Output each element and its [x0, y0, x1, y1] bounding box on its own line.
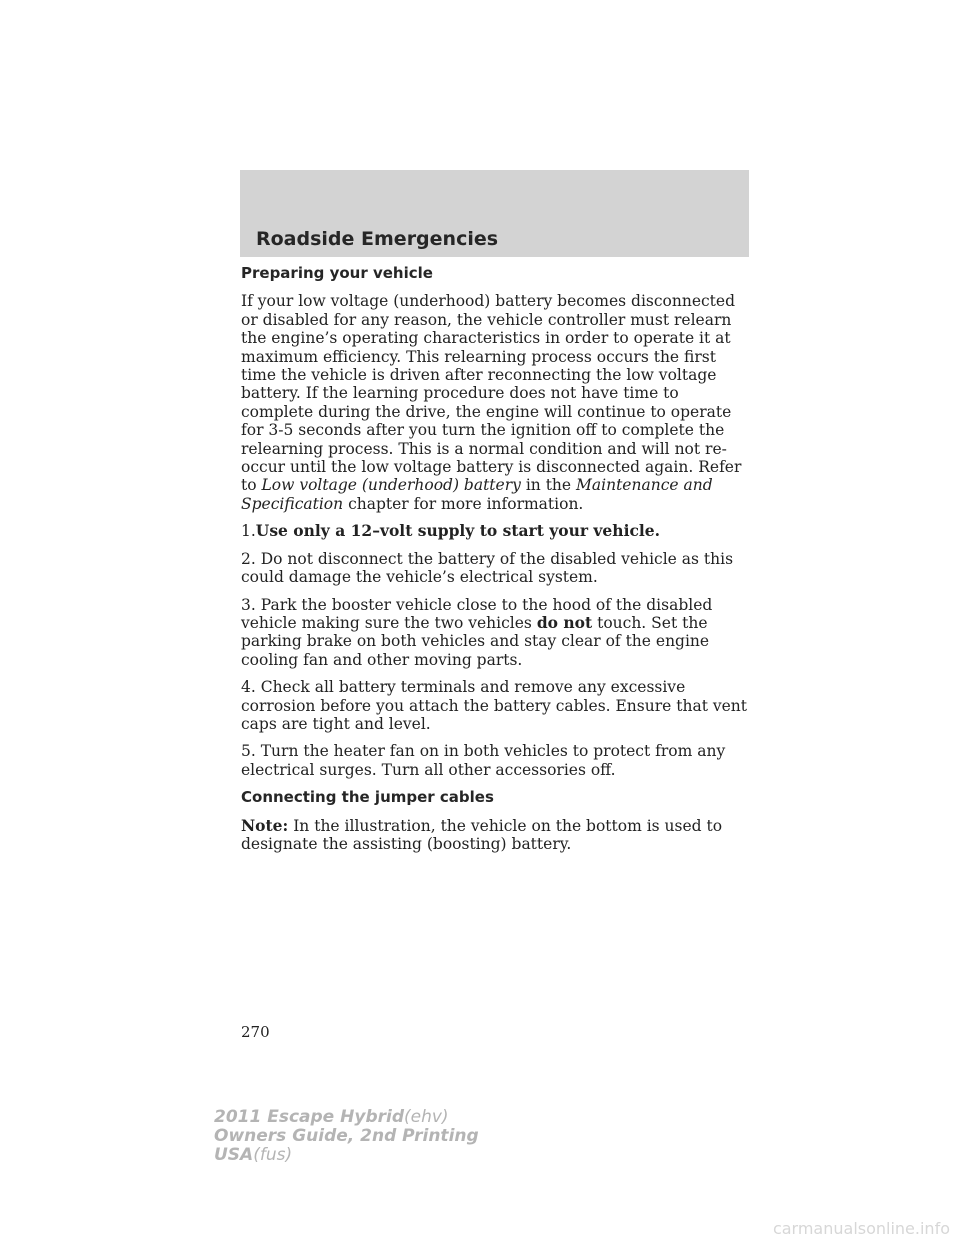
ref-mid-text: in the — [525, 476, 572, 495]
heading-connecting-cables: Connecting the jumper cables — [241, 788, 494, 807]
ref-end-text: chapter for more information. — [348, 494, 584, 513]
section-header-band — [240, 170, 749, 257]
footer-market: USA — [214, 1145, 254, 1165]
step-3-text-a: 3. Park the booster vehicle close to the hood of the disabled vehicle making sure the two vehicles — [241, 595, 713, 632]
step-1-text: Use only a 12–volt supply to start your vehicle. — [255, 521, 661, 541]
note-label: Note: — [241, 815, 289, 835]
step-3-text-b: touch. Set the parking brake on both vehicles and stay clear of the engine cooling fan and other moving parts. — [241, 613, 710, 669]
step-5: 5. Turn the heater fan on in both vehicles to protect from any electrical surges. Turn all other accessories off. — [241, 742, 726, 779]
step-4: 4. Check all battery terminals and remove any excessive corrosion before you attach the battery cables. Ensure that vent caps are tight and level. — [241, 678, 747, 733]
step-1-number: 1. — [241, 522, 256, 541]
step-1 — [241, 522, 751, 540]
footer-model: 2011 Escape Hybrid — [214, 1107, 404, 1127]
step-3-emphasis: do not — [536, 612, 593, 632]
watermark-text: carmanualsonline.info — [772, 1219, 950, 1238]
intro-text: If your low voltage (underhood) battery becomes disconnected or disabled for any reason, the vehicle controller must relearn the engine’s operating characteristics in order to operate it at maximum efficiency. This relearning process occurs the first time the vehicle is driven after reconnecting the low voltage battery. If the learning procedure does not have time to complete during the drive, the engine will continue to operate for 3-5 seconds after you turn the ignition off to complete the relearning process. This is a normal condition and will not re-occur until the low voltage battery is disconnected again. Refer to — [241, 292, 742, 495]
heading-preparing-vehicle: Preparing your vehicle — [241, 264, 433, 282]
page-content — [241, 264, 751, 862]
step-3 — [241, 596, 751, 670]
footer-model-code: (ehv) — [404, 1107, 449, 1127]
ref-low-voltage-battery: Low voltage (underhood) battery — [261, 476, 521, 495]
note-paragraph — [241, 817, 751, 854]
section-title: Roadside Emergencies — [256, 228, 499, 250]
intro-paragraph — [241, 292, 751, 513]
step-2: 2. Do not disconnect the battery of the disabled vehicle as this could damage the vehicle’s electrical system. — [241, 549, 734, 587]
footer-line-1 — [214, 1108, 479, 1127]
ref-maintenance-chapter: Maintenance and Specification — [241, 476, 713, 513]
page-number: 270 — [241, 1023, 270, 1041]
document-footer — [214, 1108, 479, 1165]
note-text: In the illustration, the vehicle on the bottom is used to designate the assisting (boosting) battery. — [241, 816, 723, 853]
footer-line-3 — [214, 1146, 479, 1165]
footer-market-code: (fus) — [253, 1145, 293, 1165]
footer-line-2: Owners Guide, 2nd Printing — [214, 1126, 479, 1146]
